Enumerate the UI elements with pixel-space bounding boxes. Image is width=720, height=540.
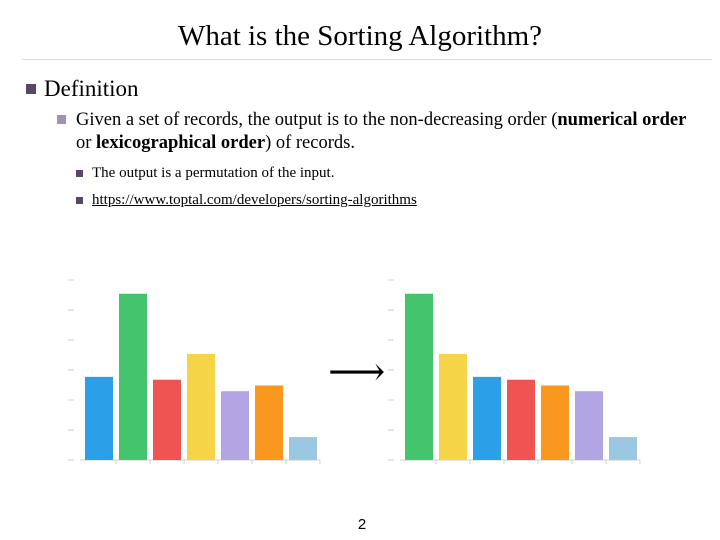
sorted-bar xyxy=(575,391,603,460)
definition-lexicographical-order: lexicographical order xyxy=(96,133,266,153)
unsorted-bar xyxy=(153,380,181,460)
bullet-definition: Definition xyxy=(44,76,139,101)
bullet-permutation: The output is a permutation of the input. xyxy=(92,165,335,181)
definition-text-part: Given a set of records, the output is to the non-decreasing order ( xyxy=(76,110,558,130)
unsorted-bar xyxy=(289,437,317,460)
unsorted-bar xyxy=(187,354,215,460)
sorted-bar xyxy=(439,354,467,460)
page-number: 2 xyxy=(357,516,367,533)
sorting-algorithms-link[interactable]: https://www.toptal.com/developers/sorting-algorithms xyxy=(92,192,417,208)
definition-numerical-order: numerical order xyxy=(557,110,687,130)
sorted-bar xyxy=(541,385,569,460)
square-bullet-icon xyxy=(26,84,36,94)
definition-text-part: or xyxy=(76,133,97,153)
arrow-right-icon: ⟶ xyxy=(328,349,386,394)
unsorted-bar xyxy=(119,294,147,460)
sorted-bar-chart xyxy=(386,270,656,470)
title-divider xyxy=(22,59,712,60)
unsorted-bar xyxy=(255,385,283,460)
definition-text-part: ) of records. xyxy=(265,133,355,153)
bullet-definition-text xyxy=(76,109,706,155)
sorted-bar xyxy=(507,380,535,460)
sorted-bar xyxy=(473,377,501,460)
unsorted-bar xyxy=(221,391,249,460)
square-bullet-icon xyxy=(57,115,66,124)
square-bullet-icon xyxy=(76,170,83,177)
square-bullet-icon xyxy=(76,197,83,204)
slide-title: What is the Sorting Algorithm? xyxy=(177,20,543,52)
sorted-bar xyxy=(609,437,637,460)
sorted-bar xyxy=(405,294,433,460)
unsorted-bar-chart xyxy=(66,270,336,470)
unsorted-bar xyxy=(85,377,113,460)
